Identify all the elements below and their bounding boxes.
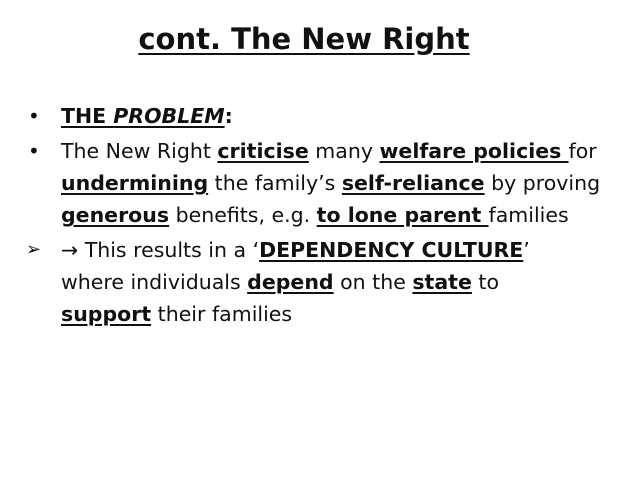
bullet-arrow-icon: ➢: [26, 239, 42, 260]
keyword-welfare-policies: welfare policies: [379, 139, 569, 163]
bullet-problem: [28, 100, 628, 132]
bullet-dot-icon: •: [28, 104, 40, 128]
problem-heading-the: THE: [61, 104, 114, 128]
keyword-lone-parent: to lone parent: [316, 203, 489, 227]
bullet-list: [28, 100, 628, 333]
keyword-self-reliance: self-reliance: [341, 171, 485, 195]
keyword-generous: generous: [61, 203, 170, 227]
text-span: ’: [523, 238, 530, 262]
bullet-dot-icon: •: [28, 139, 40, 163]
text-line: [61, 266, 628, 298]
slide-title: cont. The New Right: [138, 22, 470, 56]
text-span: to: [471, 270, 499, 294]
problem-heading: [61, 104, 225, 128]
text-span: The New Right: [61, 139, 218, 163]
keyword-undermining: undermining: [61, 171, 209, 195]
text-line: [61, 167, 628, 199]
text-span: where individuals: [61, 270, 248, 294]
text-span: for: [568, 139, 597, 163]
text-span: on the: [333, 270, 413, 294]
text-span: by proving: [484, 171, 601, 195]
text-span: → This results in a ‘: [61, 238, 260, 262]
text-line: [61, 135, 628, 167]
problem-colon: :: [224, 104, 233, 128]
keyword-state: state: [412, 270, 472, 294]
text-span: families: [488, 203, 569, 227]
text-line: [61, 199, 628, 231]
bullet-new-right-criticism: [28, 135, 628, 231]
text-span: many: [308, 139, 380, 163]
text-line: [61, 234, 628, 266]
problem-heading-word: PROBLEM: [113, 104, 225, 128]
bullet-dependency-culture: [28, 234, 628, 330]
text-span: benefits, e.g.: [169, 203, 317, 227]
text-line: [61, 298, 628, 330]
keyword-depend: depend: [247, 270, 334, 294]
text-span: their families: [151, 302, 293, 326]
text-span: the family’s: [208, 171, 342, 195]
keyword-criticise: criticise: [217, 139, 309, 163]
keyword-dependency-culture: DEPENDENCY CULTURE: [259, 238, 524, 262]
keyword-support: support: [61, 302, 152, 326]
